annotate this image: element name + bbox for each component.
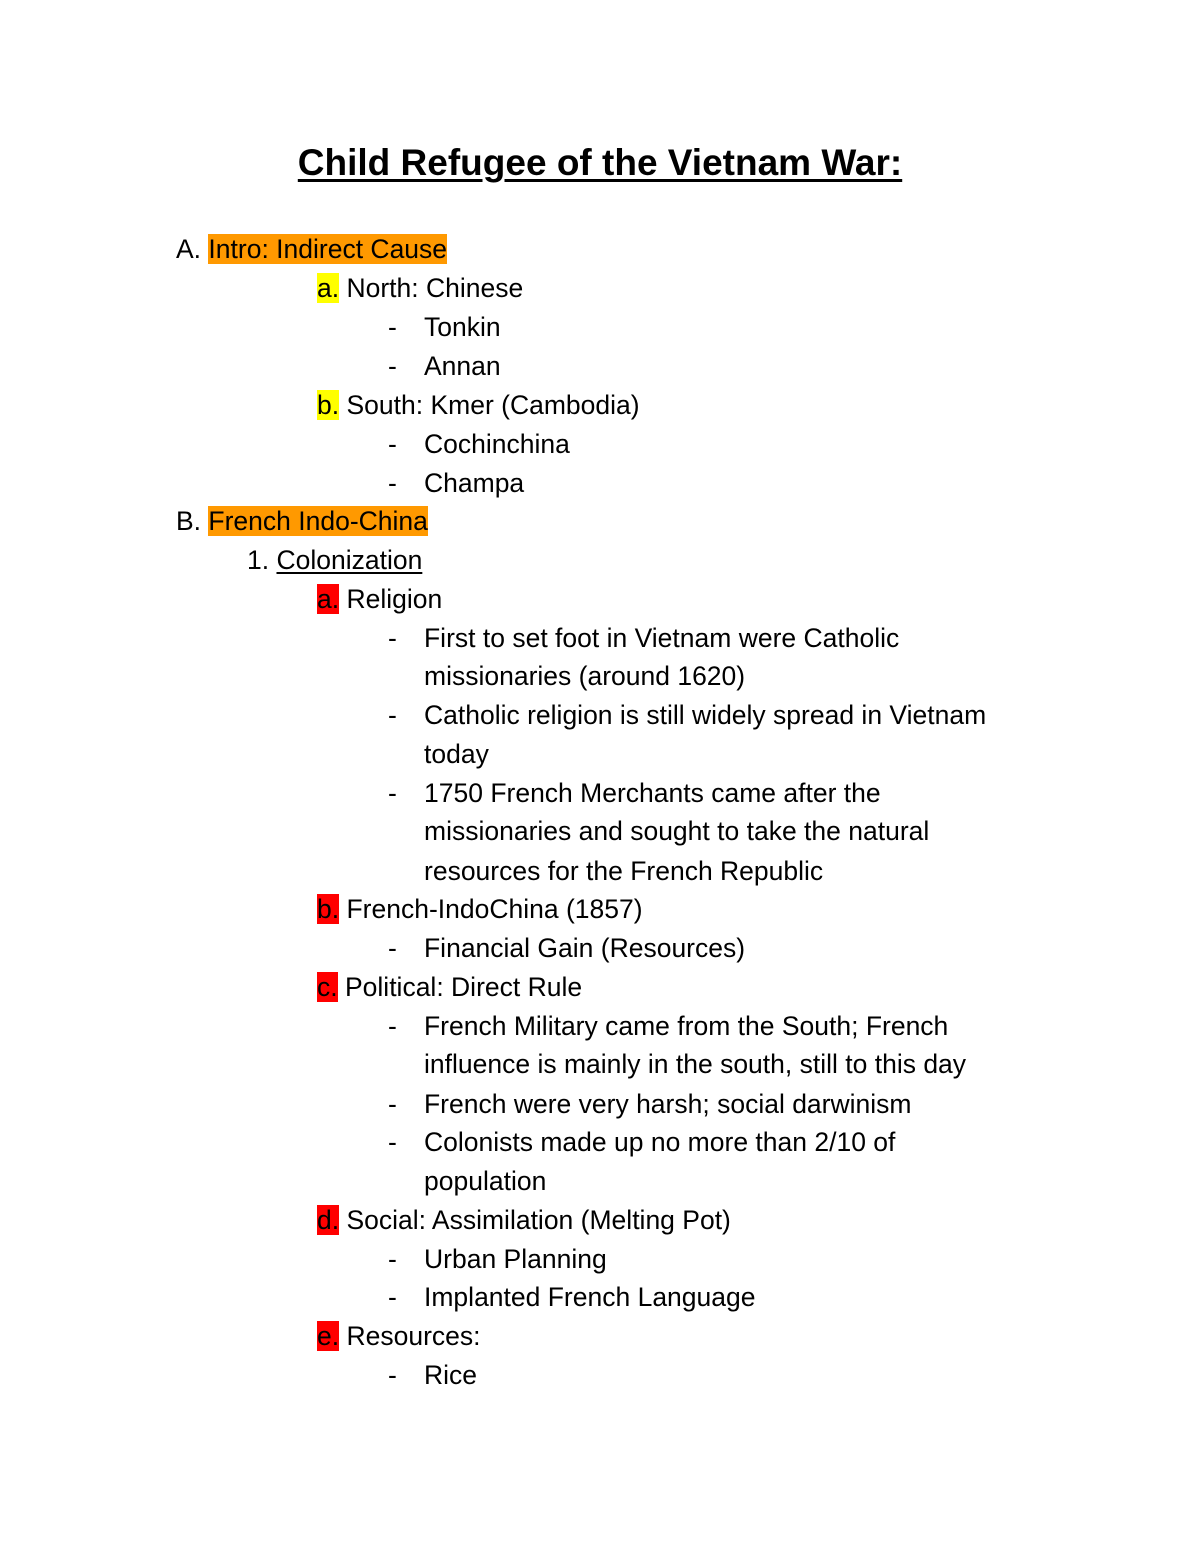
bullet-text: Cochinchina bbox=[424, 429, 570, 459]
bullet-text: Implanted French Language bbox=[424, 1282, 756, 1312]
item-social-text: Social: Assimilation (Melting Pot) bbox=[346, 1205, 731, 1235]
bullet-dash: - bbox=[388, 429, 397, 459]
bullet-dash: - bbox=[388, 1011, 397, 1041]
bullet-text: Colonists made up no more than 2/10 of bbox=[424, 1127, 896, 1157]
bullet-text: First to set foot in Vietnam were Catholic bbox=[424, 623, 900, 653]
section-a-heading: Intro: Indirect Cause bbox=[208, 234, 448, 264]
item-a-marker: a. bbox=[317, 273, 340, 303]
subsection-1-line bbox=[247, 544, 422, 576]
item-b-south-line bbox=[317, 389, 640, 421]
bullet-text: French were very harsh; social darwinism bbox=[424, 1089, 912, 1119]
item-b-text: South: Kmer (Cambodia) bbox=[346, 390, 640, 420]
bullet-text: Rice bbox=[424, 1360, 478, 1390]
item-b-marker: b. bbox=[317, 390, 340, 420]
item-french-indochina-marker: b. bbox=[317, 894, 340, 924]
item-a-north-line bbox=[317, 272, 523, 304]
item-political-text: Political: Direct Rule bbox=[345, 972, 583, 1002]
bullet-dash: - bbox=[388, 1360, 397, 1390]
bullet-dash: - bbox=[388, 623, 397, 653]
section-a-marker: A. bbox=[176, 234, 202, 264]
section-a-heading-line bbox=[176, 233, 447, 265]
bullet-dash: - bbox=[388, 351, 397, 381]
bullet-dash: - bbox=[388, 1282, 397, 1312]
bullet-text: Urban Planning bbox=[424, 1244, 607, 1274]
bullet-dash: - bbox=[388, 778, 397, 808]
bullet-dash: - bbox=[388, 1127, 397, 1157]
item-religion-line bbox=[317, 583, 442, 615]
item-resources-text: Resources: bbox=[346, 1321, 481, 1351]
item-religion-text: Religion bbox=[346, 584, 443, 614]
bullet-text: Financial Gain (Resources) bbox=[424, 933, 746, 963]
bullet-text-continued: resources for the French Republic bbox=[424, 856, 824, 886]
bullet-text: Annan bbox=[424, 351, 501, 381]
item-french-indochina-line bbox=[317, 893, 643, 925]
bullet-dash: - bbox=[388, 312, 397, 342]
bullet-dash: - bbox=[388, 1244, 397, 1274]
bullet-text-continued: influence is mainly in the south, still to this day bbox=[424, 1049, 967, 1079]
bullet-text: Tonkin bbox=[424, 312, 501, 342]
subsection-1-marker: 1. bbox=[247, 545, 270, 575]
item-social-marker: d. bbox=[317, 1205, 340, 1235]
bullet-dash: - bbox=[388, 933, 397, 963]
item-social-line bbox=[317, 1204, 731, 1236]
subsection-1-heading: Colonization bbox=[276, 545, 423, 575]
bullet-text: Champa bbox=[424, 468, 525, 498]
item-french-indochina-text: French-IndoChina (1857) bbox=[346, 894, 643, 924]
item-political-marker: c. bbox=[317, 972, 338, 1002]
bullet-dash: - bbox=[388, 1089, 397, 1119]
item-resources-marker: e. bbox=[317, 1321, 340, 1351]
section-b-marker: B. bbox=[176, 506, 202, 536]
item-a-text: North: Chinese bbox=[346, 273, 524, 303]
item-political-line bbox=[317, 971, 582, 1003]
bullet-text-continued: missionaries (around 1620) bbox=[424, 661, 746, 691]
bullet-text: French Military came from the South; French bbox=[424, 1011, 949, 1041]
section-b-heading-line bbox=[176, 505, 428, 537]
section-b-heading: French Indo-China bbox=[208, 506, 428, 536]
bullet-dash: - bbox=[388, 700, 397, 730]
bullet-text: Catholic religion is still widely spread in Vietnam bbox=[424, 700, 987, 730]
bullet-text-continued: population bbox=[424, 1166, 547, 1196]
document-title: Child Refugee of the Vietnam War: bbox=[297, 142, 903, 183]
bullet-text-continued: missionaries and sought to take the natural bbox=[424, 816, 930, 846]
bullet-text-continued: today bbox=[424, 739, 489, 769]
bullet-dash: - bbox=[388, 468, 397, 498]
item-resources-line bbox=[317, 1320, 481, 1352]
item-religion-marker: a. bbox=[317, 584, 340, 614]
bullet-text: 1750 French Merchants came after the bbox=[424, 778, 881, 808]
